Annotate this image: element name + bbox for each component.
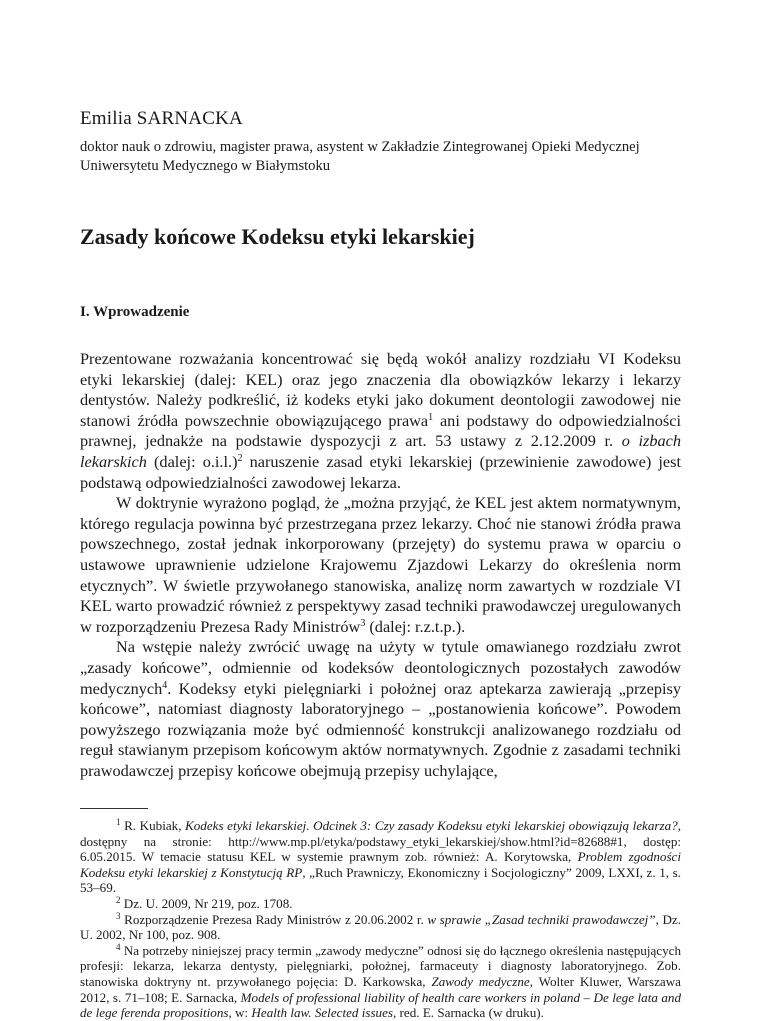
text-run: , Wolter Kluwer, Warszawa 2012, s. 71–108; E. Sarnacka, — [80, 973, 681, 1005]
text-run: , dostępny na stronie: http://www.mp.pl/etyka/podstawy_etyki_lekarskiej/show.html?id=82688#1, dostęp: 6.05.2015. W temacie statusu KEL w systemie prawnym zob. również: A. Korytowska, — [80, 818, 681, 865]
section-heading: I. Wprowadzenie — [80, 304, 190, 320]
footnote-number: 2 — [116, 894, 121, 905]
text-run: , „Ruch Prawniczy, Ekonomiczny i Socjologiczny” 2009, LXXI, z. 1, s. 53–69. — [80, 864, 682, 896]
text-run: . Kodeksy etyki pielęgniarki i położnej oraz aptekarza zawierają „przepisy końcowe”, natomiast diagnosty laboratoryjnego – „postanowienia końcowe”. Powodem powyższego rozwiązania może być odmienność konstrukcji analizowanego rozdziału od reguł stawianym przepisom końcowym aktów normatywnych. Zgodnie z zasadami techniki prawodawczej przepisy końcowe obejmują przepisy uchylające, — [80, 678, 681, 780]
footnote-separator — [80, 808, 148, 809]
author-name: Emilia SARNACKA — [80, 108, 243, 129]
text-run: Dz. U. 2009, Nr 219, poz. 1708. — [120, 895, 293, 911]
cited-title: w sprawie „Zasad techniki prawodawczej” — [427, 911, 656, 927]
text-run: naruszenie zasad etyki lekarskiej (przewinienie zawodowe) jest podstawą odpowiedzialności zawodowej lekarza. — [80, 451, 682, 492]
text-run: Na potrzeby niniejszej pracy termin „zawody medyczne” odnosi się do łącznego określenia następujących profesji: lekarza, lekarza dentysty, pielęgniarki, położnej, farmaceuty i diagnosty laboratoryjnego. Zob. stanowiska doktryny nt. przywołanego pojęcia: D. Karkowska, — [80, 942, 681, 989]
footnote-ref-4[interactable]: 4 — [162, 679, 168, 691]
cited-title: Health law. Selected issues — [251, 1005, 393, 1021]
text-run: (dalej: r.z.t.p.). — [365, 616, 466, 636]
cited-title: Kodeks etyki lekarskiej. Odcinek 3: Czy zasady Kodeksu etyki lekarskiej obowiązują lekarza? — [185, 818, 678, 833]
footnote-3 — [80, 912, 681, 943]
footnote-2 — [80, 896, 681, 912]
footnote-ref-1[interactable]: 1 — [428, 411, 434, 423]
text-run: (dalej: o.i.l.) — [146, 451, 238, 471]
footnote-number: 1 — [116, 817, 121, 827]
footnote-4 — [80, 943, 681, 1021]
cited-title: Zawody medyczne — [431, 973, 530, 989]
cited-title: Problem zgodności Kodeksu etyki lekarskiej z Konstytucją RP — [80, 849, 681, 880]
act-title: o izbach lekarskich — [80, 431, 682, 471]
text-run: , w: — [228, 1005, 252, 1021]
footnote-number: 3 — [116, 910, 121, 921]
text-run: Prezentowane rozważania koncentrować się będą wokół analizy rozdziału VI Kodeksu etyki lekarskiej (dalej: KEL) oraz jego znaczenia dla obowiązków lekarzy i lekarzy dentystów. Należy podkreślić, iż kodeks etyki jako dokument deontologii zawodowej nie stanowi źródła powszechnie obowiązującego prawa — [80, 349, 681, 430]
paragraph-2 — [80, 493, 681, 637]
text-run: Rozporządzenie Prezesa Rady Ministrów z 20.06.2002 r. — [120, 911, 428, 927]
text-run: , Dz. U. 2002, Nr 100, poz. 908. — [80, 911, 681, 943]
paragraph-3 — [80, 637, 681, 781]
paragraph-1 — [80, 349, 681, 493]
text-run: R. Kubiak, — [120, 818, 186, 833]
body-text — [80, 349, 681, 781]
footnote-number: 4 — [116, 941, 121, 952]
text-run: ani podstawy do odpowiedzialności prawnej, jednakże na podstawie dyspozycji z art. 53 ustawy z 2.12.2009 r. — [80, 410, 681, 451]
text-run: W doktrynie wyrażono pogląd, że „można przyjąć, że KEL jest aktem normatywnym, którego regulacja powinna być przestrzegana przez lekarzy. Choć nie stanowi źródła prawa powszechnego, został jednak inkorporowany (przejęty) do systemu prawa w oparciu o ustawowe uprawnienie udzielone Krajowemu Zjazdowi Lekarzy do określenia norm etycznych”. W świetle przywołanego stanowiska, analizę norm zawartych w rozdziale VI KEL warto prowadzić również z perspektywy zasad techniki prawodawczej uregulowanych w rozporządzeniu Prezesa Rady Ministrów — [80, 493, 681, 636]
footnote-ref-2[interactable]: 2 — [237, 452, 243, 464]
footnote-ref-3[interactable]: 3 — [360, 617, 366, 629]
text-run: Na wstępie należy zwrócić uwagę na użyty w tytule omawianego rozdziału zwrot „zasady końcowe”, odmiennie od kodeksów deontologicznych pozostałych zawodów medycznych — [80, 637, 681, 698]
footnote-1 — [80, 818, 681, 896]
cited-title: Models of professional liability of health care workers in poland – De lege lata and de lege ferenda propositions — [80, 989, 681, 1021]
text-run: , red. E. Sarnacka (w druku). — [393, 1005, 544, 1021]
footnotes — [80, 818, 681, 1021]
author-affiliation: doktor nauk o zdrowiu, magister prawa, asystent w Zakładzie Zintegrowanej Opieki Medycznej Uniwersytetu Medycznego w Białymstoku — [80, 139, 640, 174]
article-title: Zasady końcowe Kodeksu etyki lekarskiej — [80, 224, 475, 249]
